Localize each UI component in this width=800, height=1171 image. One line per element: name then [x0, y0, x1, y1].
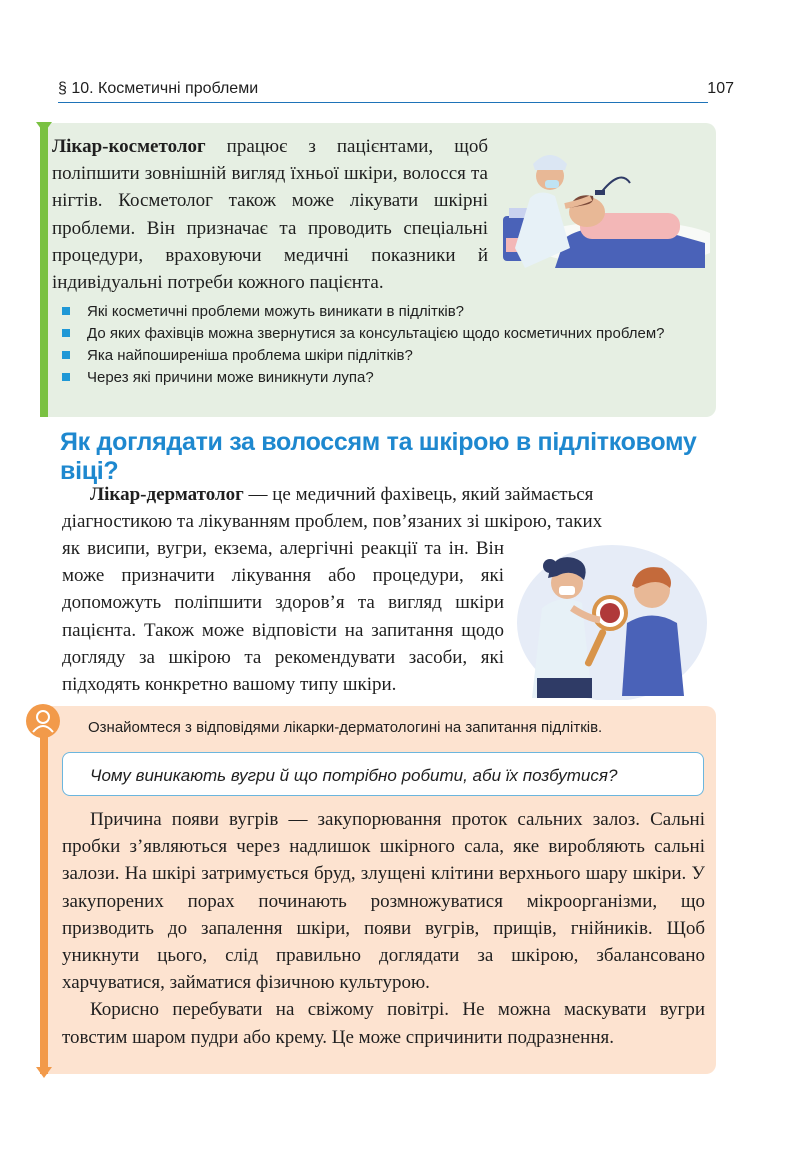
derm-line-1: Лікар-дерматолог — це медичний фахівець, який займається	[90, 484, 594, 505]
section-heading: Як доглядати за волоссям та шкірою в підлітковому віці?	[60, 428, 697, 485]
expert-intro: Ознайомтеся з відповідями лікарки-дерматологині на запитання підлітків.	[88, 719, 603, 736]
intro-box-bar	[40, 123, 48, 417]
question-text: Чому виникають вугри й що потрібно робити, аби їх позбутися?	[90, 766, 618, 785]
square-bullet-icon	[62, 307, 70, 315]
square-bullet-icon	[62, 329, 70, 337]
page-number: 107	[707, 80, 734, 97]
derm-paragraph-rest: як висипи, вугри, екзема, алергічні реакції та ін. Він може призначити лікування або процедури, які допоможуть поліпшити здоров’я та вигляд шкіри пацієнта. Також може відповісти на запитання щодо догляду за шкірою та рекомендувати засоби, які підходять конкретно вашому типу шкіри.	[62, 538, 504, 696]
questions-list	[62, 301, 708, 389]
derm-line-2: діагностикою та лікуванням проблем, пов’язаних зі шкірою, таких	[62, 511, 603, 532]
expert-box-bar	[40, 706, 48, 1074]
square-bullet-icon	[62, 373, 70, 381]
list-item: Через які причини може виникнути лупа?	[62, 367, 708, 388]
answer-text	[62, 806, 705, 1051]
dermatologist-illustration	[512, 528, 712, 700]
arrow-down-icon	[36, 122, 52, 133]
header-divider	[58, 102, 708, 103]
intro-paragraph	[52, 133, 488, 296]
cosmetologist-illustration	[495, 128, 710, 278]
doctor-avatar-icon	[26, 704, 60, 738]
intro-body: працює з пацієнтами, щоб поліпшити зовнішній вигляд їхньої шкіри, волосся та нігтів. Косметолог також може лікувати шкірні проблеми. Він призначає та проводить спеціальні процедури, враховуючи медичні показники й індивідуальні потреби кожного пацієнта.	[52, 136, 488, 294]
answer-paragraph-2: Корисно перебувати на свіжому повітрі. Не можна маскувати вугри товстим шаром пудри або крему. Це може спричинити подразнення.	[62, 999, 705, 1048]
square-bullet-icon	[62, 351, 70, 359]
cosmetologist-term: Лікар-косметолог	[52, 136, 206, 157]
arrow-down-icon	[36, 1067, 52, 1078]
answer-paragraph-1: Причина появи вугрів — закупорювання проток сальних залоз. Сальні пробки з’являються через надлишок шкірного сала, яке виробляють сальні залози. На шкірі затримується бруд, злущені клітини верхнього шару шкіри. У закупорених порах починають розмножуватися мікроорганізми, що призводить до запалення шкіри, появи вугрів, прищів, гнійників. Щоб уникнути цього, слід правильно доглядати за шкірою, збалансовано харчуватися, займатися фізичною культурою.	[62, 809, 705, 994]
dermatologist-term: Лікар-дерматолог	[90, 484, 244, 505]
section-title: § 10. Косметичні проблеми	[58, 80, 259, 97]
list-item: До яких фахівців можна звернутися за консультацією щодо косметичних проблем?	[62, 323, 708, 344]
list-item: Які косметичні проблеми можуть виникати в підлітків?	[62, 301, 708, 322]
list-item: Яка найпоширеніша проблема шкіри підлітків?	[62, 345, 708, 366]
